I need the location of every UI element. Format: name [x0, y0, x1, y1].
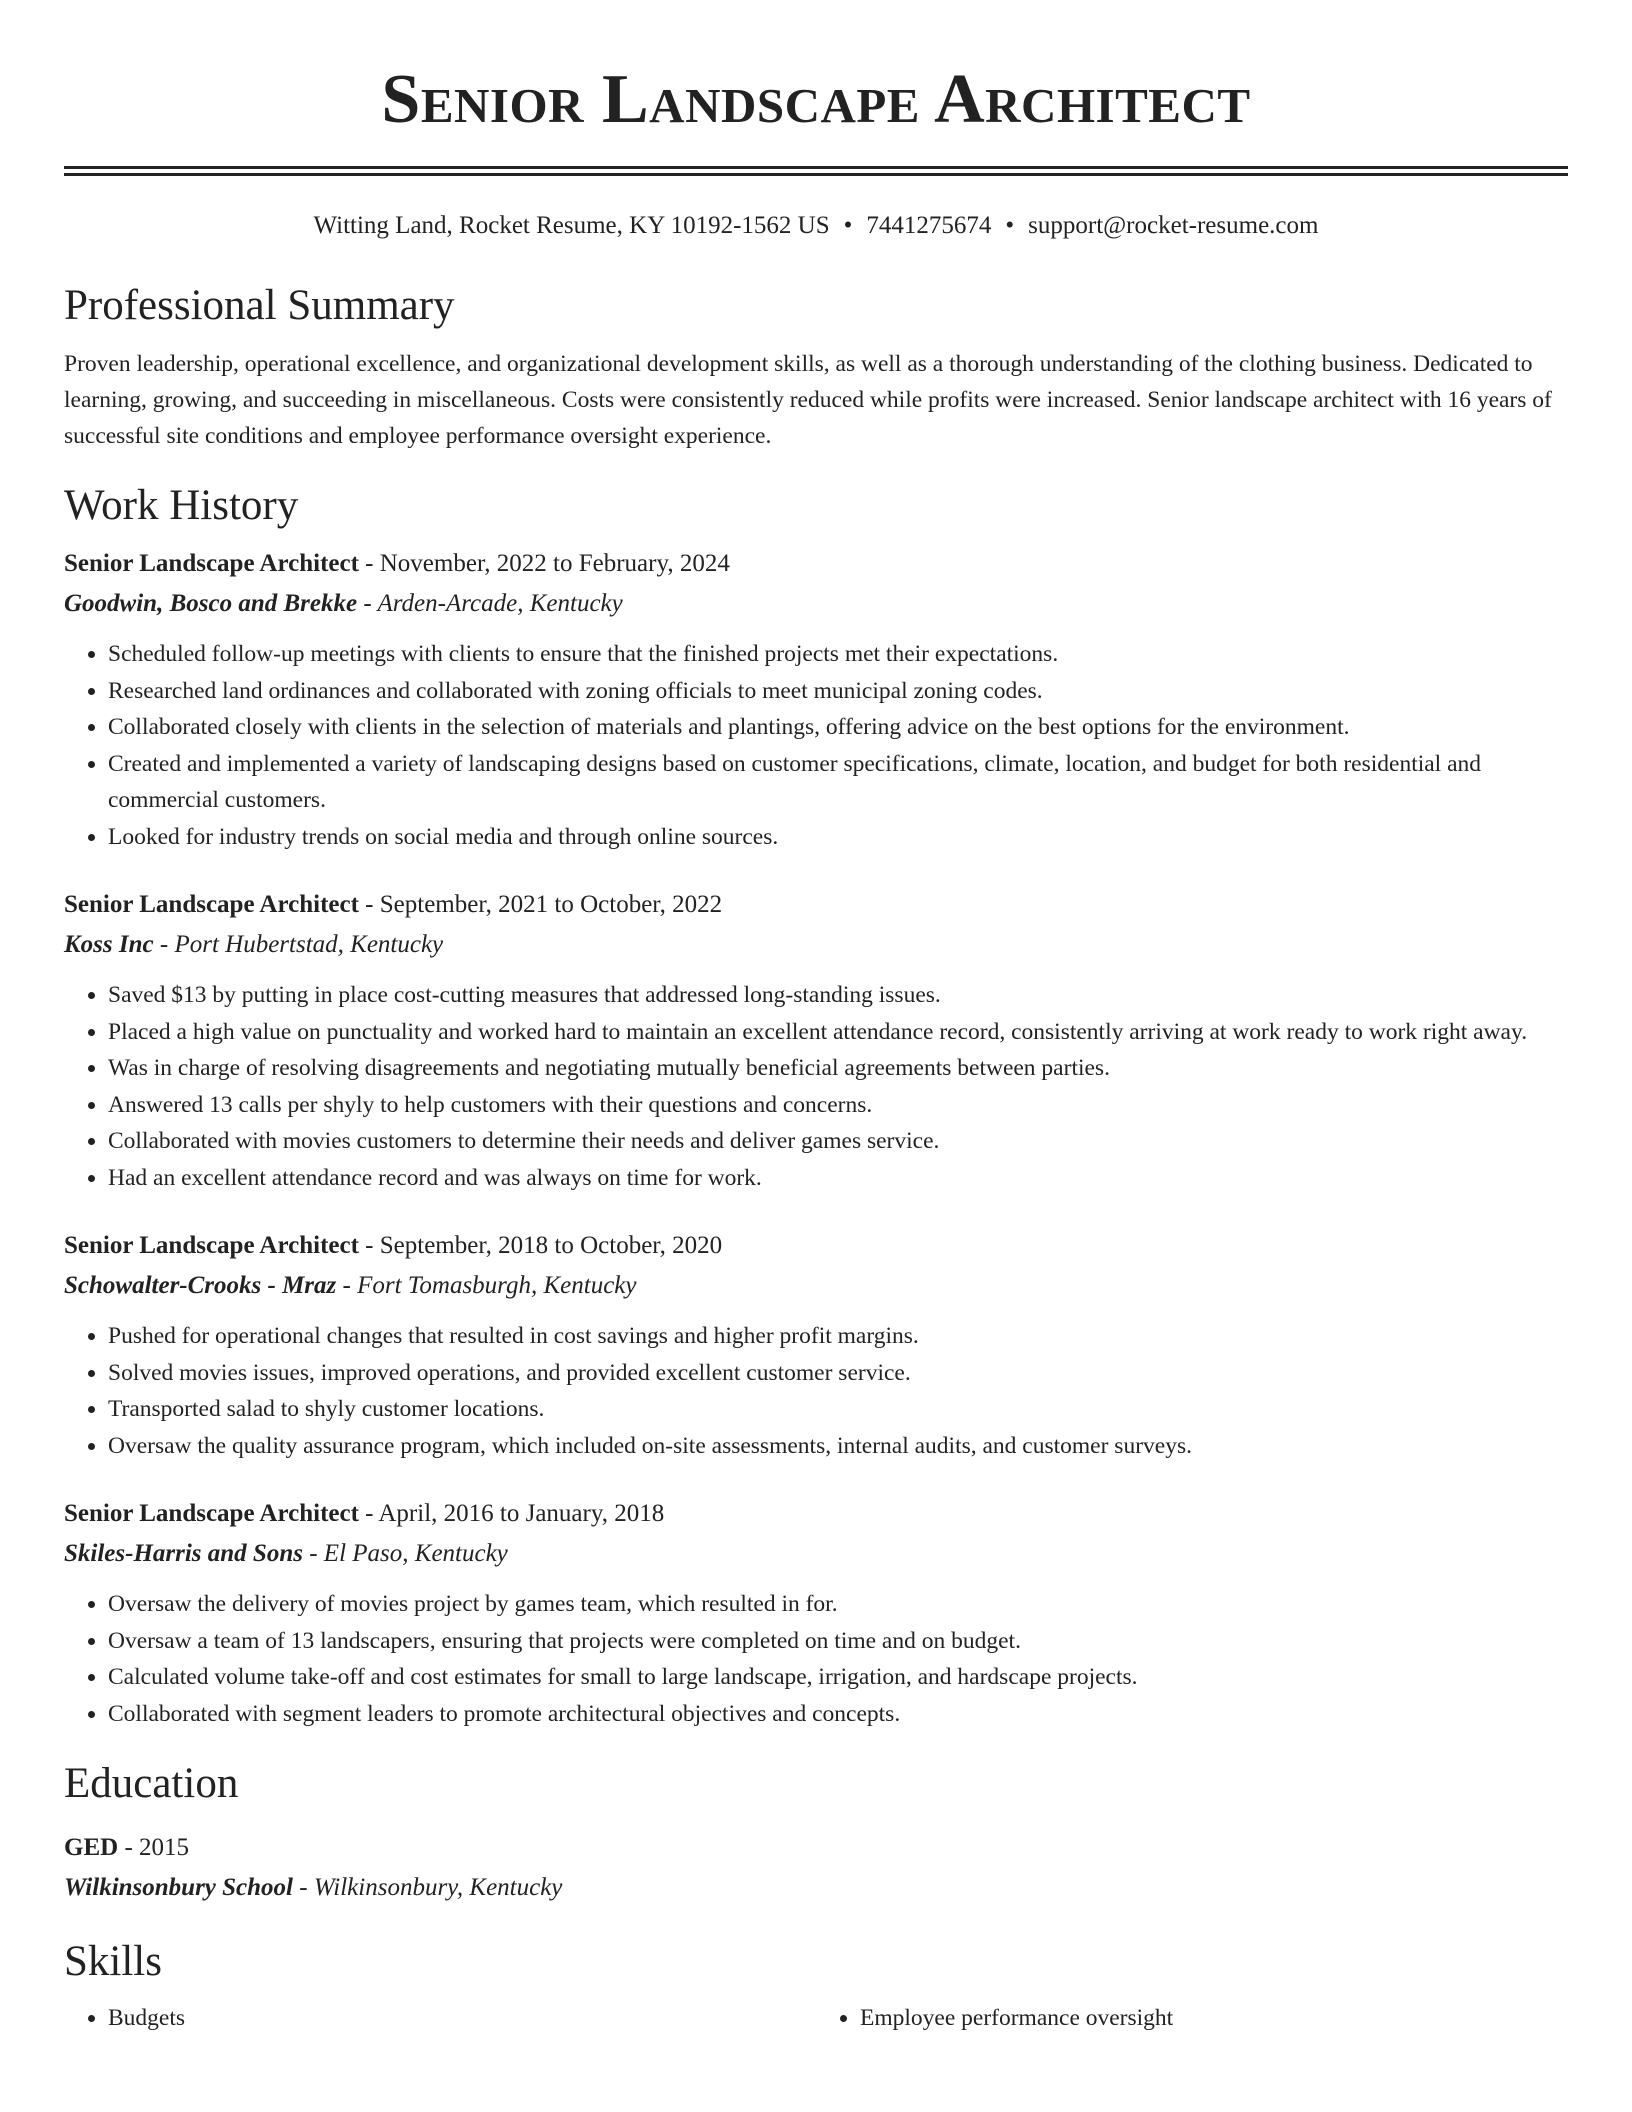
dash: -: [358, 550, 380, 577]
job-bullets: [64, 1586, 1568, 1732]
list-item: • Transported salad to shyly customer locations.: [108, 1391, 1568, 1428]
skills-right-column: [816, 2000, 1568, 2037]
job-organization: [64, 1534, 1568, 1574]
list-item: • Oversaw a team of 13 landscapers, ensuring that projects were completed on time and on budget.: [108, 1623, 1568, 1660]
dash: -: [118, 1834, 140, 1861]
education-entry: [64, 1828, 1568, 1908]
job-entry: [64, 544, 1568, 855]
job-company: Koss Inc: [64, 931, 154, 958]
job-role: Senior Landscape Architect: [64, 1232, 359, 1259]
job-dates: September, 2021 to October, 2022: [379, 891, 723, 918]
dash: -: [336, 1272, 358, 1299]
skills-grid: [64, 2000, 1568, 2037]
job-dates: April, 2016 to January, 2018: [378, 1500, 665, 1527]
job-organization: [64, 584, 1568, 624]
list-item: • Was in charge of resolving disagreements and negotiating mutually beneficial agreements between parties.: [108, 1050, 1568, 1087]
list-item: • Pushed for operational changes that resulted in cost savings and higher profit margins.: [108, 1318, 1568, 1355]
skill-item: • Budgets: [108, 2000, 816, 2037]
list-item: • Scheduled follow-up meetings with clients to ensure that the finished projects met their expectations.: [108, 636, 1568, 673]
job-bullets: [64, 636, 1568, 855]
job-location: Fort Tomasburgh, Kentucky: [357, 1272, 637, 1299]
job-header: [64, 544, 1568, 584]
dash: -: [293, 1874, 314, 1901]
skills-left-column: [64, 2000, 816, 2037]
resume-title: Senior Landscape Architect: [381, 61, 1251, 138]
list-item: • Looked for industry trends on social media and through online sources.: [108, 819, 1568, 856]
education-school-line: [64, 1868, 1568, 1908]
list-item: • Saved $13 by putting in place cost-cutting measures that addressed long-standing issues.: [108, 977, 1568, 1014]
list-item: • Solved movies issues, improved operations, and provided excellent customer service.: [108, 1355, 1568, 1392]
contact-phone: 7441275674: [866, 212, 992, 239]
education-degree: GED: [64, 1834, 119, 1861]
list-item: • Calculated volume take-off and cost estimates for small to large landscape, irrigation, and hardscape projects.: [108, 1659, 1568, 1696]
list-item: • Collaborated with movies customers to determine their needs and deliver games service.: [108, 1123, 1568, 1160]
job-bullets: [64, 977, 1568, 1196]
job-header: [64, 885, 1568, 925]
contact-separator: •: [1005, 212, 1015, 239]
skill-item: • Employee performance oversight: [860, 2000, 1568, 2037]
dash: -: [302, 1540, 324, 1567]
dash: -: [358, 1500, 379, 1527]
list-item: • Collaborated with segment leaders to promote architectural objectives and concepts.: [108, 1696, 1568, 1733]
contact-address: Witting Land, Rocket Resume, KY 10192-1562 US: [313, 212, 830, 239]
dash: -: [357, 590, 378, 617]
contact-line: [64, 210, 1568, 242]
job-header: [64, 1494, 1568, 1534]
dash: -: [358, 891, 380, 918]
title-double-rule: [64, 166, 1568, 176]
list-item: • Collaborated closely with clients in the selection of materials and plantings, offering advice on the best options for the environment.: [108, 709, 1568, 746]
list-item: • Had an excellent attendance record and was always on time for work.: [108, 1160, 1568, 1197]
job-dates: September, 2018 to October, 2020: [379, 1232, 723, 1259]
dash: -: [358, 1232, 380, 1259]
job-role: Senior Landscape Architect: [64, 891, 359, 918]
list-item: • Created and implemented a variety of landscaping designs based on customer specifications, climate, location, and budget for both residential and commercial customers.: [108, 746, 1568, 819]
job-location: El Paso, Kentucky: [323, 1540, 508, 1567]
education-school: Wilkinsonbury School: [64, 1874, 294, 1901]
job-organization: [64, 1266, 1568, 1306]
education-year: 2015: [139, 1834, 190, 1861]
job-location: Arden-Arcade, Kentucky: [377, 590, 623, 617]
job-dates: November, 2022 to February, 2024: [379, 550, 730, 577]
job-company: Skiles-Harris and Sons: [64, 1540, 303, 1567]
contact-email: support@rocket-resume.com: [1028, 212, 1319, 239]
job-bullets: [64, 1318, 1568, 1464]
dash: -: [153, 931, 175, 958]
job-role: Senior Landscape Architect: [64, 550, 359, 577]
job-company: Schowalter-Crooks - Mraz: [64, 1272, 337, 1299]
education-heading: Education: [64, 1760, 239, 1807]
list-item: • Placed a high value on punctuality and worked hard to maintain an excellent attendance record, consistently arriving at work ready to work right away.: [108, 1014, 1568, 1051]
summary-text: Proven leadership, operational excellence, and organizational development skills, as well as a thorough understanding of the clothing business. Dedicated to learning, growing, and succeeding in miscellaneous. Costs were consistently reduced while profits were increased. Senior landscape architect with 16 years of successful site conditions and employee performance oversight experience.: [64, 351, 1552, 449]
list-item: • Researched land ordinances and collaborated with zoning officials to meet municipal zoning codes.: [108, 673, 1568, 710]
job-header: [64, 1226, 1568, 1266]
job-location: Port Hubertstad, Kentucky: [174, 931, 444, 958]
list-item: • Oversaw the quality assurance program, which included on-site assessments, internal audits, and customer surveys.: [108, 1428, 1568, 1465]
job-entry: [64, 1226, 1568, 1464]
list-item: • Answered 13 calls per shyly to help customers with their questions and concerns.: [108, 1087, 1568, 1124]
education-location: Wilkinsonbury, Kentucky: [313, 1874, 563, 1901]
contact-separator: •: [843, 212, 853, 239]
skills-heading: Skills: [64, 1938, 162, 1985]
work-history-heading: Work History: [64, 482, 299, 529]
summary-heading: Professional Summary: [64, 282, 455, 329]
job-entry: [64, 1494, 1568, 1732]
list-item: • Oversaw the delivery of movies project by games team, which resulted in for.: [108, 1586, 1568, 1623]
job-company: Goodwin, Bosco and Brekke: [64, 590, 358, 617]
job-role: Senior Landscape Architect: [64, 1500, 359, 1527]
job-organization: [64, 925, 1568, 965]
education-header: [64, 1828, 1568, 1868]
job-entry: [64, 885, 1568, 1196]
